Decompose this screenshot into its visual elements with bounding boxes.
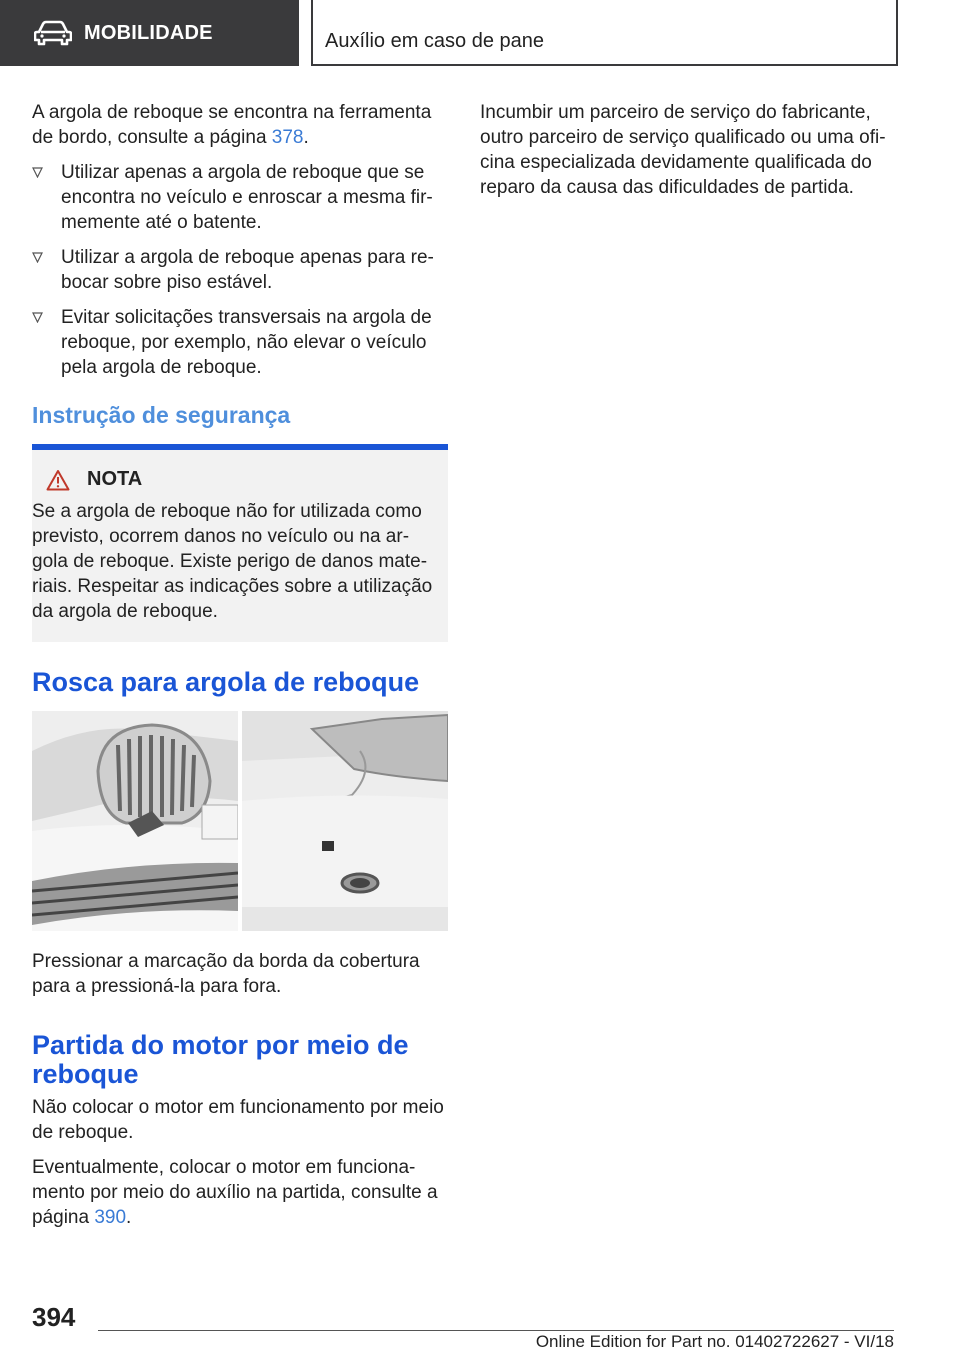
tow-start-paragraph-1: Não colocar o motor em funcionamento por meio de reboque. bbox=[32, 1097, 444, 1143]
list-item: Utilizar apenas a argola de reboque que se encontra no veículo e enroscar a mesma firmemente até o batente. bbox=[32, 160, 448, 235]
footer-divider bbox=[98, 1330, 894, 1331]
bullet-triangle-icon bbox=[32, 312, 43, 323]
page-footer bbox=[0, 1300, 960, 1362]
warning-icon bbox=[46, 469, 70, 491]
page-link-390[interactable]: 390 bbox=[94, 1207, 127, 1228]
figure-row bbox=[32, 711, 448, 931]
service-paragraph: Incumbir um parceiro de serviço do fabricante, outro parceiro de serviço qualificado ou uma oficina especializada devidamente qualificada do reparo da causa das dificuldades de partida. bbox=[480, 102, 886, 198]
section-heading-tow-thread: Rosca para argola de reboque bbox=[32, 667, 420, 697]
edition-text: Online Edition for Part no. 01402722627 - VI/18 bbox=[535, 1332, 894, 1351]
note-box bbox=[32, 444, 448, 642]
left-column bbox=[32, 100, 448, 1240]
note-text: Se a argola de reboque não for utilizada como previsto, ocorrem danos no veículo ou na argola de reboque. Existe perigo de danos materiais. Respeitar as indicações sobre a utilização da argola de reboque. bbox=[32, 501, 433, 622]
page-number: 394 bbox=[32, 1302, 76, 1332]
bullet-triangle-icon bbox=[32, 252, 43, 263]
section-tab bbox=[0, 0, 299, 66]
section-label: MOBILIDADE bbox=[84, 21, 213, 44]
instruction-list bbox=[32, 160, 448, 380]
page-header bbox=[0, 0, 960, 66]
right-column bbox=[480, 100, 896, 210]
car-icon bbox=[34, 20, 72, 46]
chapter-box bbox=[311, 0, 898, 66]
front-bumper-image bbox=[32, 711, 238, 931]
rear-bumper-image bbox=[242, 711, 448, 931]
intro-paragraph: A argola de reboque se encontra na ferramenta de bordo, consulte a página 378. bbox=[32, 102, 432, 148]
list-item: Evitar solicitações transversais na argola de reboque, por exemplo, não elevar o veículo pela argola de reboque. bbox=[32, 305, 448, 380]
bullet-triangle-icon bbox=[32, 167, 43, 178]
note-label: NOTA bbox=[87, 468, 143, 490]
chapter-title: Auxílio em caso de pane bbox=[325, 30, 545, 52]
safety-heading: Instrução de segurança bbox=[32, 402, 291, 428]
list-item: Utilizar a argola de reboque apenas para rebocar sobre piso estável. bbox=[32, 245, 448, 295]
section-heading-tow-start: Partida do motor por meio de reboque bbox=[32, 1030, 409, 1089]
page-link-378[interactable]: 378 bbox=[271, 127, 304, 148]
tow-thread-instruction: Pressionar a marcação da borda da cobertura para a pressioná-la para fora. bbox=[32, 951, 420, 997]
tow-start-paragraph-2: Eventualmente, colocar o motor em funcionamento por meio do auxílio na partida, consulte a página 390. bbox=[32, 1157, 438, 1228]
